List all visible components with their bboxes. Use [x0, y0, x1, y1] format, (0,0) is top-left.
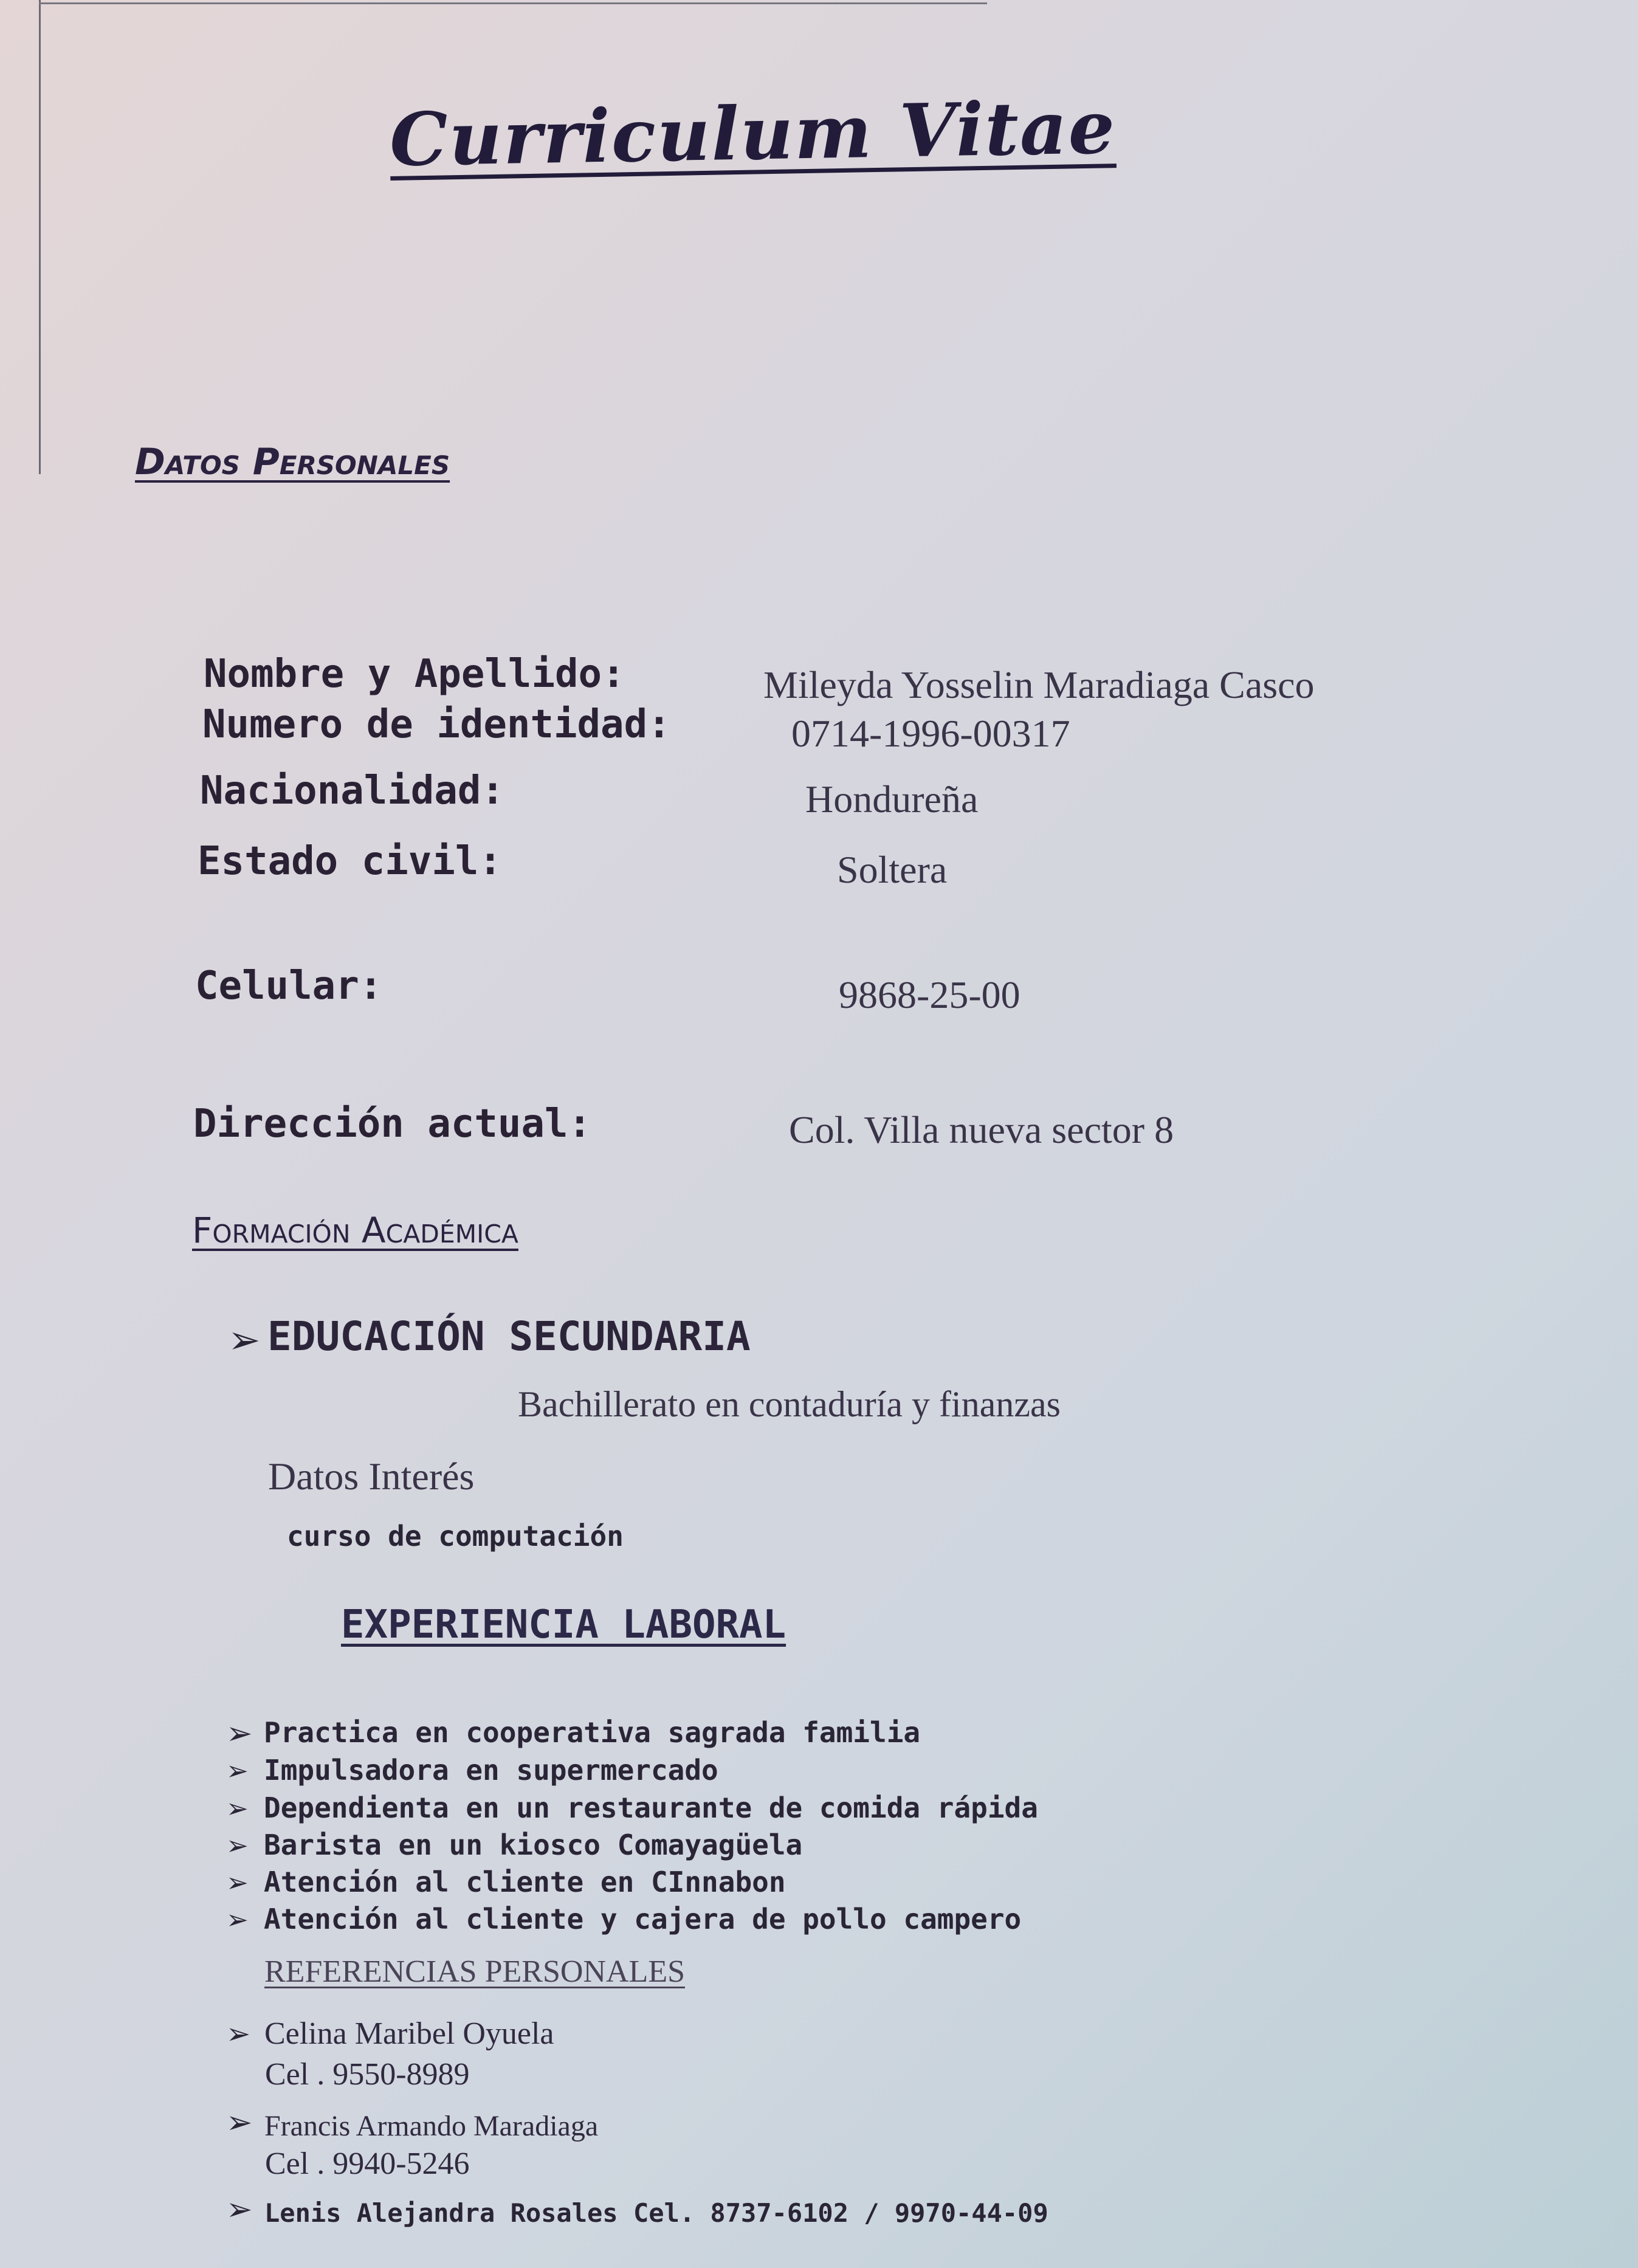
- arrow-bullet-icon: ➢: [226, 1715, 253, 1752]
- reference-phone: Cel . 9550-8989: [265, 2057, 470, 2092]
- arrow-bullet-icon: ➢: [226, 1867, 249, 1898]
- reference-phone: Cel . 9940-5246: [265, 2146, 470, 2181]
- section-heading-referencias: REFERENCIAS PERSONALES: [264, 1954, 685, 1989]
- datos-interes-label: Datos Interés: [268, 1455, 475, 1498]
- experience-item: Barista en un kiosco Comayagüela: [264, 1829, 803, 1861]
- section-heading-formacion: Formación Académica: [192, 1210, 518, 1251]
- section-heading-experiencia: EXPERIENCIA LABORAL: [341, 1602, 786, 1647]
- page-border-left: [39, 0, 41, 474]
- reference-name: Lenis Alejandra Rosales: [264, 2198, 618, 2228]
- label-nombre: Nombre y Apellido:: [204, 652, 625, 697]
- experience-item: Atención al cliente en CInnabon: [264, 1866, 786, 1898]
- label-identidad: Numero de identidad:: [202, 702, 671, 747]
- reference-phone: Cel. 8737-6102 / 9970-44-09: [633, 2198, 1048, 2228]
- arrow-bullet-icon: ➢: [226, 2191, 253, 2228]
- value-estado-civil: Soltera: [837, 848, 948, 891]
- value-nacionalidad: Hondureña: [805, 777, 979, 821]
- experience-item: Impulsadora en supermercado: [264, 1754, 718, 1787]
- page-title: Curriculum Vitae: [389, 84, 1117, 183]
- value-celular: 9868-25-00: [839, 973, 1020, 1016]
- arrow-bullet-icon: ➢: [226, 1793, 249, 1824]
- arrow-bullet-icon: ➢: [226, 2104, 253, 2141]
- value-nombre: Mileyda Yosselin Maradiaga Casco: [763, 663, 1315, 706]
- value-direccion: Col. Villa nueva sector 8: [789, 1108, 1174, 1151]
- datos-interes-item: curso de computación: [287, 1520, 624, 1553]
- arrow-bullet-icon: ➢: [226, 1756, 249, 1787]
- experience-item: Atención al cliente y cajera de pollo campero: [264, 1903, 1022, 1935]
- label-nacionalidad: Nacionalidad:: [200, 768, 504, 813]
- label-celular: Celular:: [195, 963, 383, 1008]
- page-border-top: [39, 2, 987, 4]
- experience-item: Practica en cooperativa sagrada familia: [264, 1716, 921, 1749]
- arrow-bullet-icon: ➢: [226, 1904, 249, 1935]
- experience-item: Dependienta en un restaurante de comida rápida: [264, 1791, 1038, 1824]
- education-degree: Bachillerato en contaduría y finanzas: [518, 1384, 1061, 1424]
- value-identidad: 0714-1996-00317: [791, 712, 1070, 755]
- reference-name: Francis Armando Maradiaga: [264, 2110, 599, 2142]
- section-heading-datos-personales: Datos Personales: [135, 441, 450, 483]
- arrow-bullet-icon: ➢: [226, 2017, 251, 2051]
- education-level: EDUCACIÓN SECUNDARIA: [267, 1313, 751, 1360]
- label-estado-civil: Estado civil:: [198, 839, 502, 884]
- reference-name: Celina Maribel Oyuela: [264, 2016, 554, 2051]
- arrow-bullet-icon: ➢: [228, 1318, 261, 1363]
- arrow-bullet-icon: ➢: [226, 1830, 249, 1861]
- label-direccion: Dirección actual:: [193, 1101, 592, 1146]
